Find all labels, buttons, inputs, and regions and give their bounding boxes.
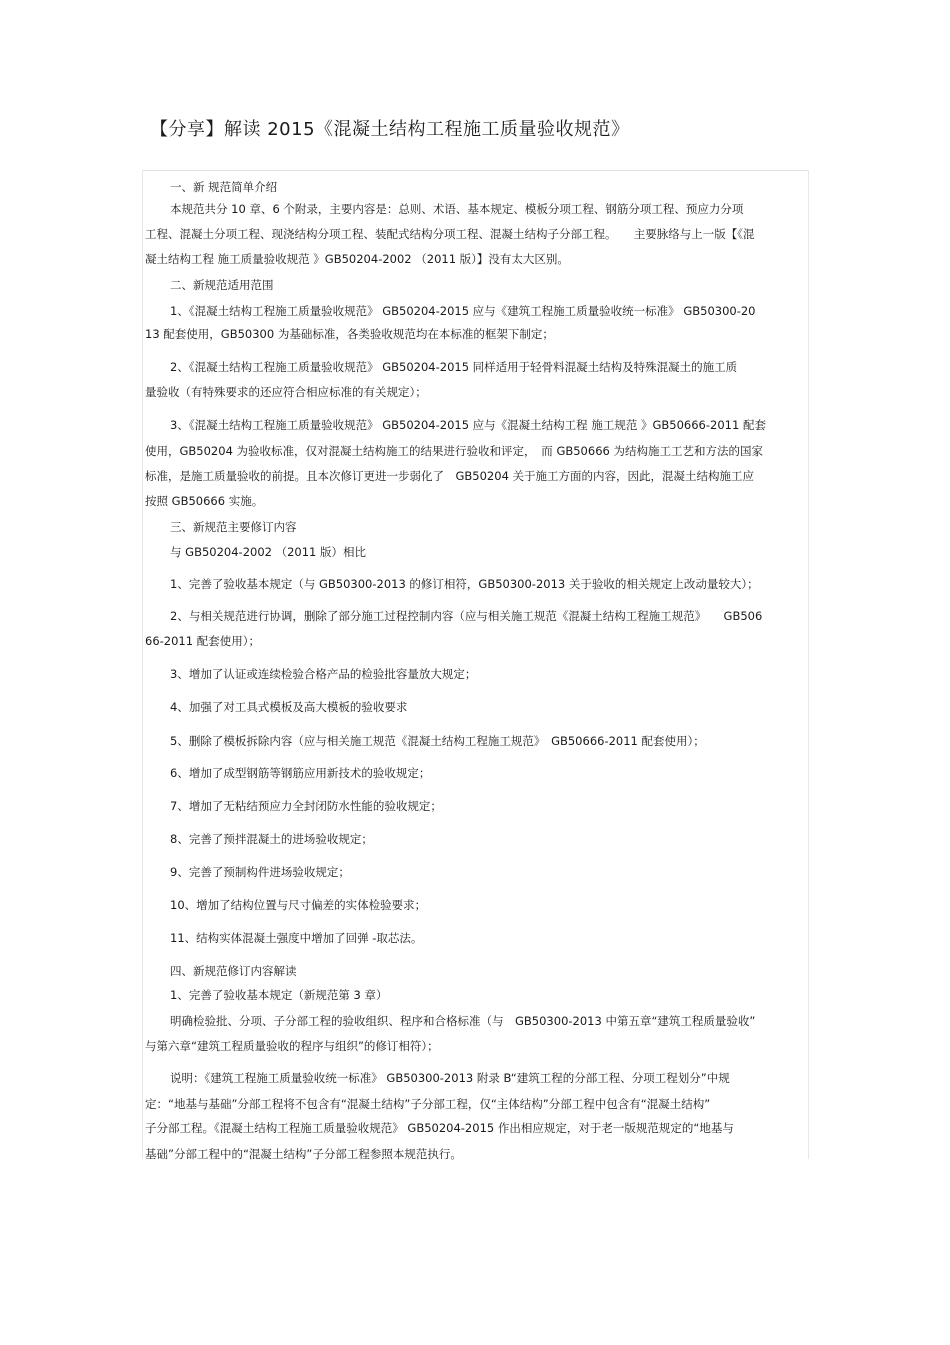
text-line: 使用，GB50204 为验收标准，仅对混凝土结构施工的结果进行验收和评定， 而 GB50666 为结构施工工艺和方法的国家 xyxy=(145,444,763,458)
text-line: 13 配套使用，GB50300 为基础标准，各类验收规范均在本标准的框架下制定； xyxy=(145,327,554,341)
text-line: 与第六章“建筑工程质量验收的程序与组织”的修订相符）； xyxy=(145,1039,439,1053)
text-line: 4、加强了对工具式模板及高大模板的验收要求 xyxy=(170,700,408,714)
text-line: 按照 GB50666 实施。 xyxy=(145,494,264,508)
text-line: 66-2011 配套使用）； xyxy=(145,634,260,648)
text-line: 3、增加了认证或连续检验合格产品的检验批容量放大规定； xyxy=(170,667,477,681)
text-line: 1、完善了验收基本规定（新规范第 3 章） xyxy=(170,988,388,1002)
text-line: 基础”分部工程中的“混凝土结构”子分部工程参照本规范执行。 xyxy=(145,1147,462,1161)
text-line: 10、增加了结构位置与尺寸偏差的实体检验要求； xyxy=(170,898,427,912)
text-line: 7、增加了无粘结预应力全封闭防水性能的验收规定； xyxy=(170,799,442,813)
text-line: 5、删除了模板拆除内容（应与相关施工规范《混凝土结构工程施工规范》 GB50666-2011 配套使用）； xyxy=(170,734,705,748)
text-line: 一、新 规范简单介绍 xyxy=(170,180,278,194)
text-line: 四、新规范修订内容解读 xyxy=(170,964,297,978)
text-line: 8、完善了预拌混凝土的进场验收规定； xyxy=(170,832,373,846)
text-line: 标准，是施工质量验收的前提。且本次修订更进一步弱化了 GB50204 关于施工方面的内容，因此，混凝土结构施工应 xyxy=(145,469,755,483)
text-line: 9、完善了预制构件进场验收规定； xyxy=(170,865,350,879)
content-frame xyxy=(142,170,809,1159)
text-line: 三、新规范主要修订内容 xyxy=(170,520,297,534)
text-line: 说明：《建筑工程施工质量验收统一标准》 GB50300-2013 附录 B“建筑工程的分部工程、分项工程划分”中规 xyxy=(170,1071,730,1085)
text-line: 2、与相关规范进行协调，删除了部分施工过程控制内容（应与相关施工规范《混凝土结构工程施工规范》 GB506 xyxy=(170,609,763,623)
text-line: 本规范共分 10 章、6 个附录，主要内容是：总则、术语、基本规定、模板分项工程、钢筋分项工程、预应力分项 xyxy=(170,202,744,216)
text-line: 明确检验批、分项、子分部工程的验收组织、程序和合格标准（与 GB50300-2013 中第五章“建筑工程质量验收” xyxy=(170,1014,756,1028)
text-line: 量验收（有特殊要求的还应符合相应标准的有关规定）； xyxy=(145,385,427,399)
text-line: 工程、混凝土分项工程、现浇结构分项工程、装配式结构分项工程、混凝土结构子分部工程。 主要脉络与上一版【《混 xyxy=(145,227,755,241)
document-title: 【分享】解读 2015《混凝土结构工程施工质量验收规范》 xyxy=(150,119,630,140)
text-line: 定：“地基与基础”分部工程将不包含有“混凝土结构”子分部工程，仅“主体结构”分部工程中包含有“混凝土结构” xyxy=(145,1097,711,1111)
text-line: 3、《混凝土结构工程施工质量验收规范》 GB50204-2015 应与《混凝土结构工程 施工规范 》GB50666-2011 配套 xyxy=(170,418,766,432)
text-line: 子分部工程。《混凝土结构工程施工质量验收规范》 GB50204-2015 作出相应规定，对于老一版规范规定的“地基与 xyxy=(145,1121,734,1135)
text-line: 11、结构实体混凝土强度中增加了回弹 -取芯法。 xyxy=(170,931,423,945)
text-line: 1、完善了验收基本规定（与 GB50300-2013 的修订相符，GB50300-2013 关于验收的相关规定上改动量较大）； xyxy=(170,577,759,591)
text-line: 2、《混凝土结构工程施工质量验收规范》 GB50204-2015 同样适用于轻骨料混凝土结构及特殊混凝土的施工质 xyxy=(170,360,738,374)
text-line: 与 GB50204-2002 （2011 版）相比 xyxy=(170,545,367,559)
text-line: 凝土结构工程 施工质量验收规范 》GB50204-2002 （2011 版）】没有太大区别。 xyxy=(145,252,569,266)
text-line: 1、《混凝土结构工程施工质量验收规范》 GB50204-2015 应与《建筑工程施工质量验收统一标准》 GB50300-20 xyxy=(170,304,756,318)
text-line: 二、新规范适用范围 xyxy=(170,278,274,292)
text-line: 6、增加了成型钢筋等钢筋应用新技术的验收规定； xyxy=(170,766,431,780)
